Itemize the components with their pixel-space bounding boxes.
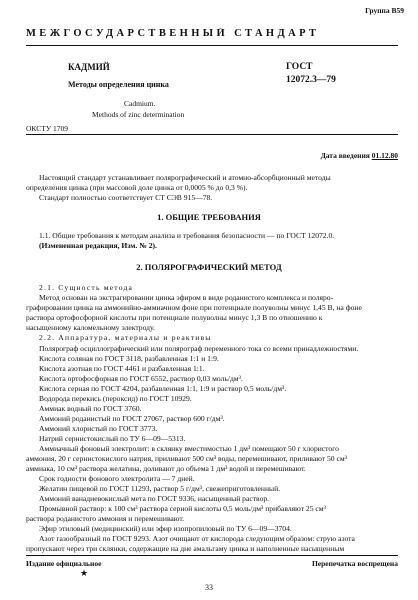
reagent-item: Кислота соляная по ГОСТ 3118, разбавленная 1:1 и 1:9. (39, 354, 219, 363)
subsection-2-1-title: 2.1. Сущность метода (39, 283, 134, 292)
ether-line: Эфир этиловый (медицинский) или эфир изопропиловый по ТУ 6—09—3704. (39, 524, 292, 533)
gost-number: 12072.3—79 (286, 75, 336, 85)
method-line-2: графировании цинка на аммонийно-аммиачном фоне при потенциале полуволны минус 1,45 В, на фоне (26, 303, 362, 312)
page-number: 33 (205, 583, 213, 592)
intro-date-label: Дата введения (320, 151, 370, 160)
title-divider (26, 134, 398, 135)
gelatin-line: Желатин пищевой по ГОСТ 11293, раствор 5 г/дм³, свежеприготовленный. (39, 484, 281, 493)
electrolyte-line-2: аммония, 20 г сернистокислого натрия, приливают 500 см³ воды, перемешивают, приливают 50 см³ (26, 454, 347, 463)
gost-label: ГОСТ (286, 62, 313, 72)
reagent-item: Полярограф осциллографический или полярограф переменного тока со всеми принадлежностями. (39, 344, 359, 353)
title-en-line-2: Methods of zinc determination (92, 110, 185, 119)
standard-title: МЕЖГОСУДАРСТВЕННЫЙ СТАНДАРТ (26, 28, 320, 39)
subsection-2-2-title: 2.2. Аппаратура, материалы и реактивы (39, 333, 212, 342)
header-divider (26, 45, 398, 46)
footer-divider (26, 555, 398, 556)
official-edition: Издание официальное (26, 559, 102, 568)
reagent-item: Кислота азотная по ГОСТ 4461 и разбавленная 1:1. (39, 364, 205, 373)
oksu-code: ОКСТУ 1709 (26, 124, 69, 133)
shelf-life: Срок годности фонового электролита — 7 дней. (39, 474, 195, 483)
subject-title: КАДМИЙ (68, 62, 110, 72)
section-1-heading: 1. ОБЩИЕ ТРЕБОВАНИЯ (157, 212, 261, 222)
electrolyte-line-3: аммиака, 10 см³ раствора желатина, доливают до объема 1 дм³ водой и перемешивают. (26, 464, 306, 473)
star-mark: ★ (80, 569, 89, 579)
reprint-notice: Перепечатка воспрещена (311, 559, 398, 568)
vanadate-line: Аммоний ванадиевокислый мета по ГОСТ 9336, насыщенный раствор. (39, 494, 270, 503)
group-code: Группа В59 (365, 6, 404, 15)
intro-date-value: 01.12.80 (371, 151, 398, 160)
method-line-3: раствора ортофосфорной кислоты при потенциале полуволны минус 1,3 В по отношению к (26, 313, 323, 322)
intro-line-2: определения цинка (при массовой доле цинка от 0,0005 % до 0,3 %). (26, 183, 248, 192)
nitrogen-line-2: пропускают через три склянки, содержащие на дне амальгаму цинка и наполненные насыщенным (26, 544, 345, 553)
nitrogen-line-1: Азот газообразный по ГОСТ 9293. Азот очищают от кислорода следующим образом: струю азота (39, 534, 355, 543)
section-1-para: 1.1. Общие требования к методам анализа и требования безопасности — по ГОСТ 12072.0. (39, 231, 335, 240)
method-title-ru: Методы определения цинка (68, 80, 169, 89)
reagent-item: Натрий сернистокислый по ТУ 6—09—5313. (39, 434, 186, 443)
intro-date (321, 151, 398, 160)
wash-line-1: Промывной раствор: к 100 см³ раствора серной кислоты 0,5 моль/дм³ прибавляют 25 см³ (39, 504, 326, 513)
method-line-4: насыщенному каломельному электроду. (26, 323, 155, 332)
wash-line-2: раствора роданистого аммония и перемешивают. (26, 514, 185, 523)
reagent-item: Кислота ортофосфорная по ГОСТ 6552, раствор 0,03 моль/дм³. (39, 374, 243, 383)
intro-line-1: Настоящий стандарт устанавливает полярографический и атомно-абсорбционный методы (39, 173, 331, 182)
section-2-heading: 2. ПОЛЯРОГРАФИЧЕСКИЙ МЕТОД (136, 262, 282, 272)
section-1-amend: (Измененная редакция, Изм. № 2). (39, 241, 157, 250)
title-en-line-1: Cadmium. (124, 99, 156, 108)
electrolyte-line-1: Аммиачный фоновый электролит: в склянку вместимостью 1 дм³ помещают 50 г хлористого (39, 444, 339, 453)
reagent-item: Водорода перекись (пероксид) по ГОСТ 10929. (39, 394, 192, 403)
intro-line-3: Стандарт полностью соответствует СТ СЭВ 915—78. (39, 193, 213, 202)
reagent-item: Аммиак водный по ГОСТ 3760. (39, 404, 142, 413)
reagent-item: Кислота серная по ГОСТ 4204, разбавленная 1:1, 1:9 и раствор 0,5 моль/дм³. (39, 384, 287, 393)
reagent-item: Аммоний роданистый по ГОСТ 27067, раствор 600 г/дм³. (39, 414, 225, 423)
method-line-1: Метод основан на экстрагировании цинка эфиром в виде роданистого комплекса и поляро- (39, 293, 334, 302)
reagent-item: Аммоний хлористый по ГОСТ 3773. (39, 424, 158, 433)
